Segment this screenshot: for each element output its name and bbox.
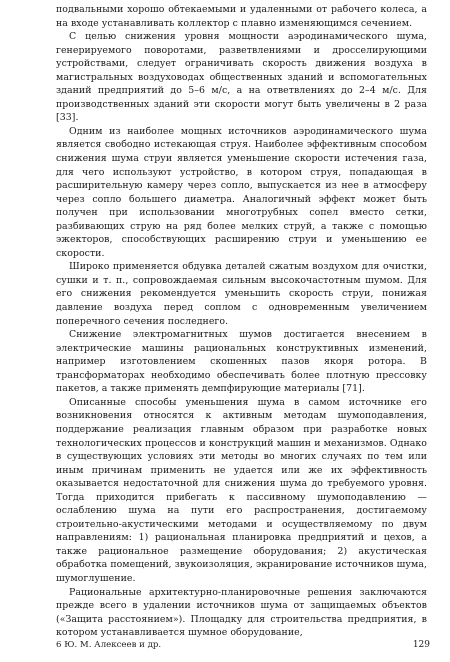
page-body-text	[56, 3, 427, 640]
paragraph-7: Рациональные архитектурно-планировочные решения заключаются прежде всего в удалении источников шума от защищаемых объектов («Защита расстоянием»). Площадку для строительства предприятия, в котором устанавливается шумное оборудование,	[56, 586, 427, 639]
page-number: 129	[412, 640, 430, 650]
paragraph-4: Широко применяется обдувка деталей сжатым воздухом для очистки, сушки и т. п., сопровождаемая сильным высокочастотным шумом. Для его снижения рекомендуется уменьшить скорость струи, понижая давление воздуха перед соплом с одновременным увеличением поперечного сечения последнего.	[56, 261, 427, 327]
paragraph-1: подвальными хорошо обтекаемыми и удаленными от рабочего колеса, а на входе устанавливать коллектор с плавно изменяющимся сечением.	[56, 4, 427, 29]
page-footer	[56, 640, 430, 656]
paragraph-6: Описанные способы уменьшения шума в самом источнике его возникновения относятся к активным методам шумоподавления, поддержание реализация главным образом при разработке новых технологических процессов и конструкций машин и механизмов. Однако в существующих условиях эти методы во многих случаях по тем или иным причинам применить не удается или же их эффективность оказывается недостаточной для снижения шума до требуемого уровня. Тогда приходится прибегать к пассивному шумоподавлению — ослаблению шума на пути его распространения, достигаемому строительно-акустическими методами и осуществляемому по двум направлениям: 1) рациональная планировка предприятий и цехов, а также рациональное размещение оборудования; 2) акустическая обработка помещений, звукоизоляция, экранирование источников шума, шумоглушение.	[56, 396, 427, 584]
paragraph-5: Снижение электромагнитных шумов достигается внесением в электрические машины рациональных конструктивных изменений, например изготовлением скошенных пазов якоря ротора. В трансформаторах необходимо обеспечивать более плотную прессовку пакетов, а также применять демпфирующие материалы [71].	[56, 329, 427, 395]
paragraph-3: Одним из наиболее мощных источников аэродинамического шума является свободно истекающая струя. Наиболее эффективным способом снижения шума струи является уменьшение скорости истечения газа, для чего используют устройство, в котором струя, попадающая в расширительную камеру через сопло, выпускается из нее в атмосферу через сопло большего диаметра. Аналогичный эффект может быть получен при использовании многотрубных сопел вместо сетки, разбивающих струю на ряд более мелких струй, а также с помощью эжекторов, способствующих расширению струи и уменьшению ее скорости.	[56, 125, 427, 259]
footer-signature: 6 Ю. М. Алексеев и др.	[56, 640, 162, 650]
paragraph-2: С целью снижения уровня мощности аэродинамического шума, генерируемого поворотами, разветвлениями и дросселирующими устройствами, следует ограничивать скорость движения воздуха в магистральных воздуховодах общественных зданий и вспомогательных зданий предприятий до 5–6 м/с, а на ответвлениях до 2–4 м/с. Для производственных зданий эти скорости могут быть увеличены в 2 раза [33].	[56, 31, 427, 124]
